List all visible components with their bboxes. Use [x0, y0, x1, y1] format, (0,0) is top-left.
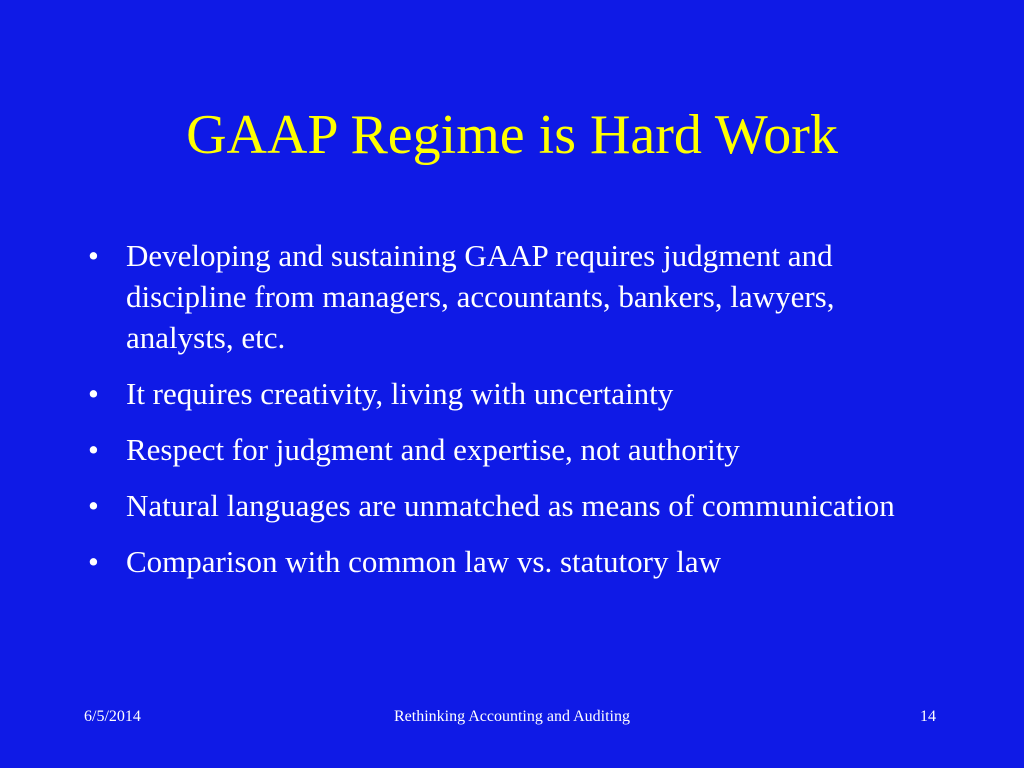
- slide-title: GAAP Regime is Hard Work: [186, 104, 838, 166]
- bullet-text: Respect for judgment and expertise, not authority: [126, 432, 740, 467]
- bullet-item: [88, 429, 938, 470]
- footer-page-number: 14: [920, 708, 936, 725]
- bullet-item: [88, 485, 938, 526]
- bullet-list: [88, 235, 938, 597]
- bullet-text: Natural languages are unmatched as means of communication: [126, 488, 895, 523]
- bullet-icon: •: [88, 432, 99, 467]
- bullet-icon: •: [88, 488, 99, 523]
- bullet-text: Comparison with common law vs. statutory law: [126, 544, 721, 579]
- bullet-icon: •: [88, 238, 99, 273]
- bullet-icon: •: [88, 376, 99, 411]
- bullet-text: It requires creativity, living with uncertainty: [126, 376, 674, 411]
- bullet-icon: •: [88, 544, 99, 579]
- bullet-item: [88, 235, 938, 358]
- footer-date: 6/5/2014: [84, 708, 141, 725]
- bullet-text: Developing and sustaining GAAP requires judgment and discipline from managers, accountants, bankers, lawyers, analysts, etc.: [126, 238, 835, 355]
- bullet-item: [88, 541, 938, 582]
- footer-title: Rethinking Accounting and Auditing: [394, 708, 630, 725]
- bullet-item: [88, 373, 938, 414]
